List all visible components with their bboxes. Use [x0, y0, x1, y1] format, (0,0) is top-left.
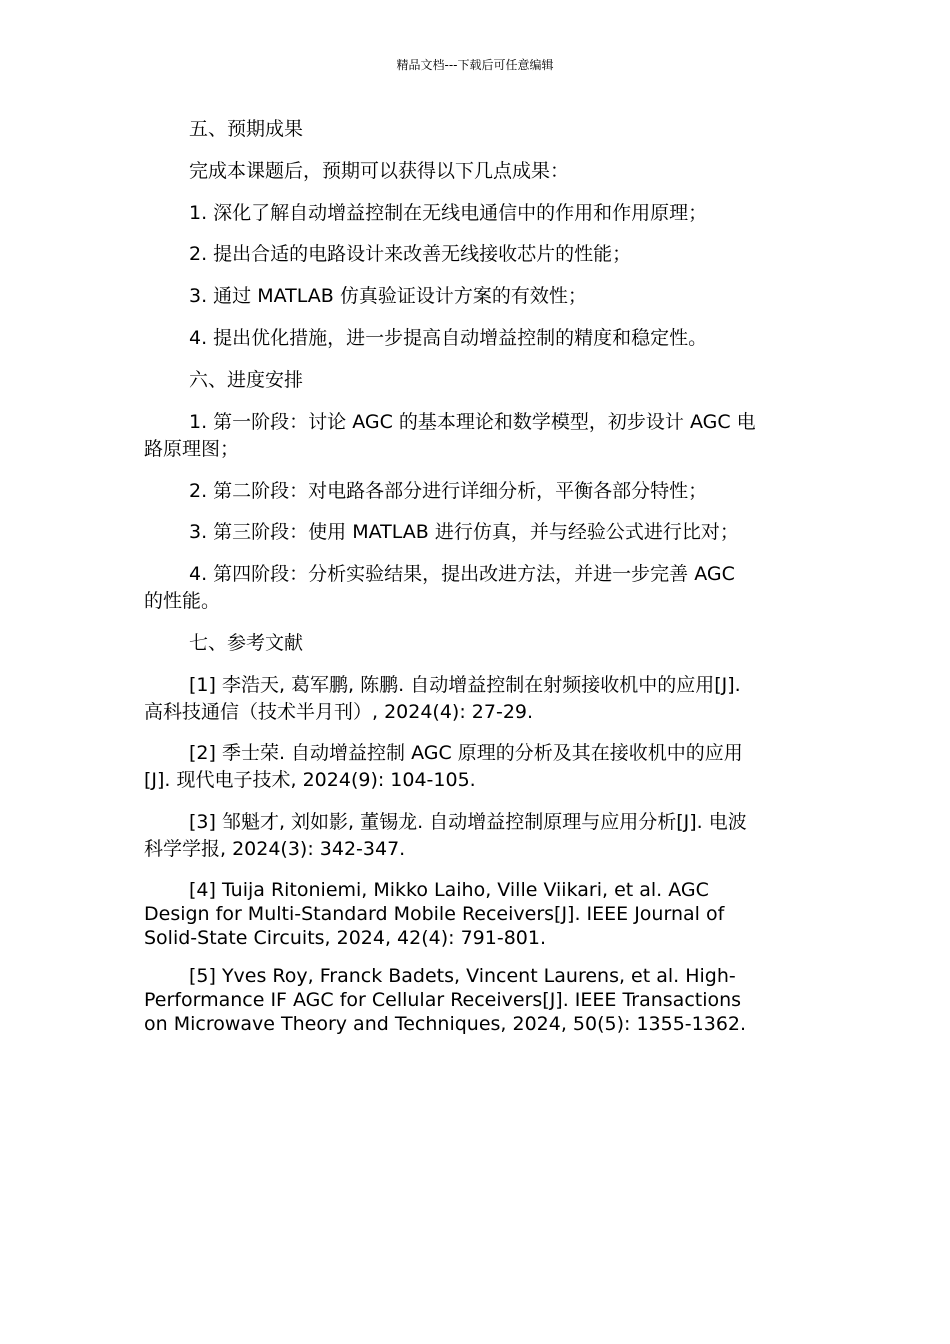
- reference-3: [144, 809, 804, 863]
- section-heading-expected: 五、预期成果: [189, 118, 304, 140]
- page-header: 精品文档---下载后可任意编辑: [396, 58, 554, 72]
- schedule-item-2: 2. 第二阶段：对电路各部分进行详细分析，平衡各部分特性；: [189, 480, 708, 502]
- section-heading-schedule: 六、进度安排: [189, 369, 304, 391]
- schedule-item-1: [144, 409, 804, 463]
- schedule-item-1-line-1: 1. 第一阶段：讨论 AGC 的基本理论和数学模型，初步设计 AGC 电: [189, 411, 756, 433]
- reference-5: [144, 964, 804, 1036]
- expected-item-1: 1. 深化了解自动增益控制在无线电通信中的作用和作用原理；: [189, 202, 708, 224]
- reference-2: [144, 740, 804, 794]
- reference-4-line-1: [4] Tuija Ritoniemi, Mikko Laiho, Ville Viikari, et al. AGC: [189, 879, 709, 901]
- schedule-item-4-line-2: 的性能。: [144, 590, 221, 612]
- schedule-item-4: [144, 561, 804, 615]
- reference-1-line-2: 高科技通信（技术半月刊）, 2024(4): 27-29.: [144, 701, 534, 723]
- reference-4: [144, 878, 804, 950]
- expected-item-4: 4. 提出优化措施，进一步提高自动增益控制的精度和稳定性。: [189, 327, 708, 349]
- expected-item-2: 2. 提出合适的电路设计来改善无线接收芯片的性能；: [189, 243, 632, 265]
- expected-item-3: 3. 通过 MATLAB 仿真验证设计方案的有效性；: [189, 285, 587, 307]
- reference-5-line-3: on Microwave Theory and Techniques, 2024, 50(5): 1355-1362.: [144, 1013, 747, 1035]
- reference-1-line-1: [1] 李浩天, 葛军鹏, 陈鹏. 自动增益控制在射频接收机中的应用[J].: [189, 674, 741, 696]
- reference-2-line-2: [J]. 现代电子技术, 2024(9): 104-105.: [144, 769, 476, 791]
- schedule-item-4-line-1: 4. 第四阶段：分析实验结果，提出改进方法，并进一步完善 AGC: [189, 563, 735, 585]
- reference-5-line-2: Performance IF AGC for Cellular Receivers[J]. IEEE Transactions: [144, 989, 742, 1011]
- reference-4-line-3: Solid-State Circuits, 2024, 42(4): 791-801.: [144, 927, 547, 949]
- reference-3-line-1: [3] 邹魁才, 刘如影, 董锡龙. 自动增益控制原理与应用分析[J]. 电波: [189, 811, 747, 833]
- schedule-item-1-line-2: 路原理图；: [144, 438, 240, 460]
- reference-5-line-1: [5] Yves Roy, Franck Badets, Vincent Laurens, et al. High-: [189, 965, 736, 987]
- section-heading-references: 七、参考文献: [189, 632, 304, 654]
- schedule-item-3: 3. 第三阶段：使用 MATLAB 进行仿真，并与经验公式进行比对；: [189, 521, 739, 543]
- reference-2-line-1: [2] 季士荣. 自动增益控制 AGC 原理的分析及其在接收机中的应用: [189, 742, 743, 764]
- reference-4-line-2: Design for Multi-Standard Mobile Receivers[J]. IEEE Journal of: [144, 903, 725, 925]
- reference-3-line-2: 科学学报, 2024(3): 342-347.: [144, 838, 406, 860]
- expected-intro: 完成本课题后，预期可以获得以下几点成果：: [189, 160, 570, 182]
- reference-1: [144, 672, 804, 726]
